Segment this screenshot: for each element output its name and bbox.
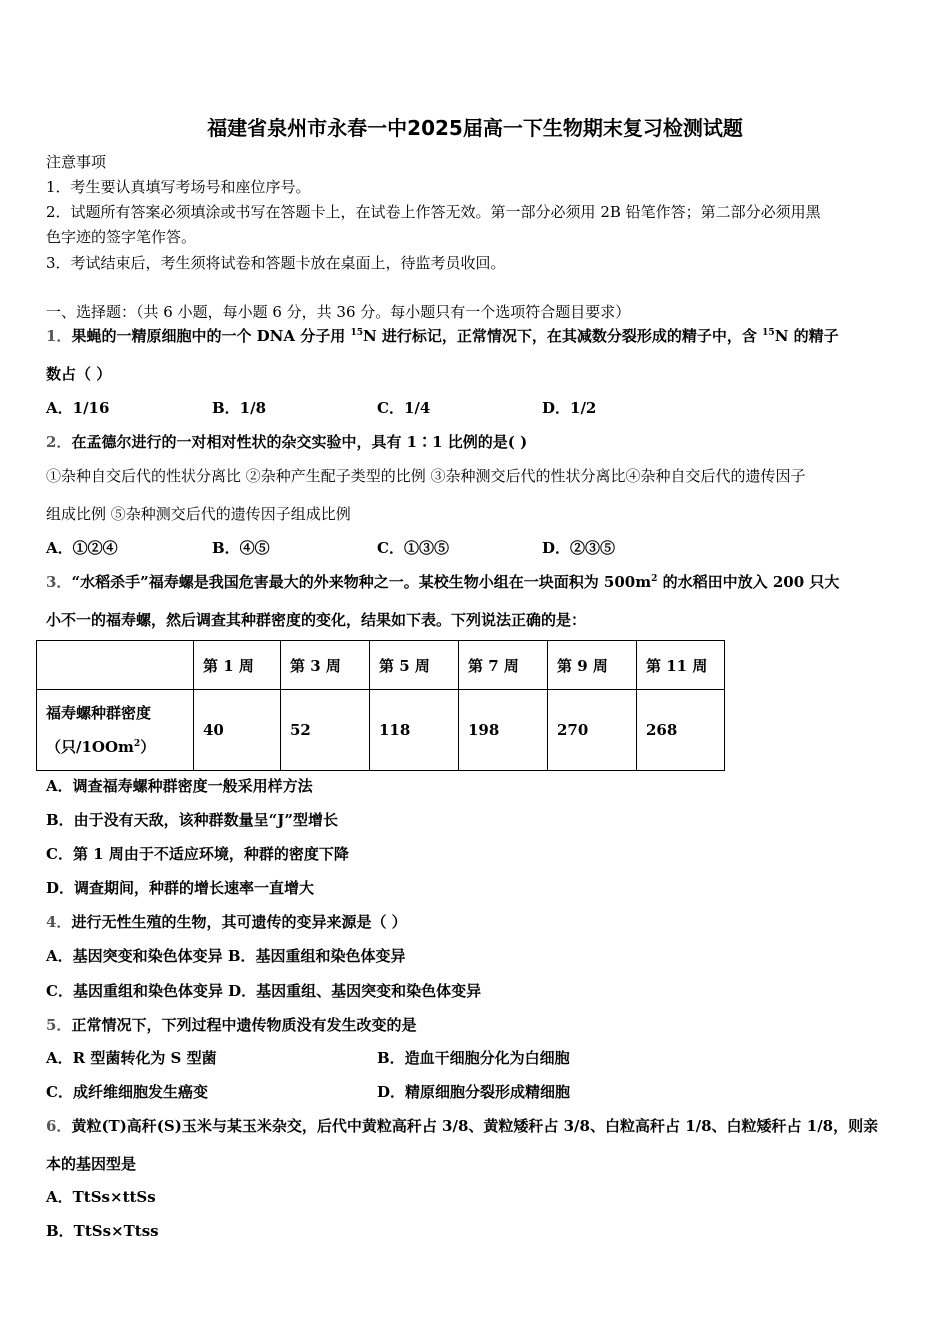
option-c[interactable]: C．第 1 周由于不适应环境，种群的密度下降 [46, 845, 349, 863]
table-cell: 198 [459, 690, 548, 771]
question-text: 黄粒(T)高秆(S)玉米与某玉米杂交，后代中黄粒高秆占 3/8、黄粒矮秆占 3/8、白粒高秆占 1/8、白粒矮秆占 1/8，则亲 [71, 1117, 879, 1135]
question-text: 果蝇的一精原细胞中的一个 DNA 分子用 [71, 327, 351, 345]
section-heading: 一、选择题：（共 6 小题，每小题 6 分，共 36 分。每小题只有一个选项符合题目要求） [46, 303, 631, 321]
table-header-cell [37, 641, 194, 690]
table-row-label [37, 690, 194, 771]
question-text: 正常情况下，下列过程中遗传物质没有发生改变的是 [71, 1016, 417, 1034]
option-c-d[interactable]: C．基因重组和染色体变异 D．基因重组、基因突变和染色体变异 [46, 982, 482, 1000]
table-cell: 40 [194, 690, 281, 771]
question-1 [46, 326, 839, 346]
option-c[interactable]: C．成纤维细胞发生癌变 [46, 1083, 208, 1101]
table-header-cell: 第 1 周 [194, 641, 281, 690]
option-a[interactable]: A．R 型菌转化为 S 型菌 [46, 1049, 217, 1067]
table-header-cell: 第 7 周 [459, 641, 548, 690]
option-c[interactable]: C．1/4 [377, 399, 431, 417]
option-b[interactable]: B．造血干细胞分化为白细胞 [377, 1049, 570, 1067]
option-d[interactable]: D．精原细胞分裂形成精细胞 [377, 1083, 571, 1101]
question-text: N 的精子 [774, 327, 839, 345]
question-text: “水稻杀手”福寿螺是我国危害最大的外来物种之一。某校生物小组在一块面积为 500m [71, 573, 652, 591]
option-c[interactable]: C．①③⑤ [377, 539, 449, 557]
table-cell: 268 [637, 690, 725, 771]
option-a[interactable]: A．调查福寿螺种群密度一般采用样方法 [46, 777, 313, 795]
question-number: 3． [46, 573, 72, 591]
row-label-line [46, 730, 193, 764]
notice-item: 色字迹的签字笔作答。 [46, 228, 197, 246]
question-2-statements-cont: 组成比例 ⑤杂种测交后代的遗传因子组成比例 [46, 505, 351, 523]
table-header-cell: 第 5 周 [370, 641, 459, 690]
option-d[interactable]: D．②③⑤ [542, 539, 616, 557]
question-number: 2． [46, 433, 72, 451]
question-number: 6． [46, 1117, 72, 1135]
option-a[interactable]: A．1/16 [46, 399, 110, 417]
table-header-cell: 第 11 周 [637, 641, 725, 690]
superscript: 2 [651, 574, 658, 584]
row-label-unit: （只/1OOm [46, 738, 134, 756]
question-number: 5． [46, 1016, 72, 1034]
question-2 [46, 432, 527, 452]
row-label-line: 福寿螺种群密度 [46, 704, 152, 722]
question-text: N 进行标记，正常情况下，在其减数分裂形成的精子中，含 [363, 327, 763, 345]
notice-item: 2．试题所有答案必须填涂或书写在答题卡上，在试卷上作答无效。第一部分必须用 2B 铅笔作答；第二部分必须用黑 [46, 203, 821, 221]
option-d[interactable]: D．1/2 [542, 399, 597, 417]
option-a-b[interactable]: A．基因突变和染色体变异 B．基因重组和染色体变异 [46, 947, 406, 965]
question-4 [46, 912, 407, 932]
notice-item: 1．考生要认真填写考场号和座位序号。 [46, 178, 311, 196]
question-3-cont: 小不一的福寿螺，然后调查其种群密度的变化，结果如下表。下列说法正确的是： [46, 611, 587, 629]
question-2-statements: ①杂种自交后代的性状分离比 ②杂种产生配子类型的比例 ③杂种测交后代的性状分离比④杂种自交后代的遗传因子 [46, 467, 806, 485]
question-number: 1． [46, 327, 72, 345]
row-label-unit: ） [140, 738, 156, 756]
question-1-cont: 数占（ ） [46, 365, 112, 383]
table-header-cell: 第 9 周 [548, 641, 637, 690]
table-cell: 270 [548, 690, 637, 771]
table-header-row [37, 641, 725, 690]
option-d[interactable]: D．调查期间，种群的增长速率一直增大 [46, 879, 315, 897]
question-text: 的水稻田中放入 200 只大 [657, 573, 840, 591]
option-b[interactable]: B．TtSs×Ttss [46, 1222, 159, 1240]
question-text: 在孟德尔进行的一对相对性状的杂交实验中，具有 1∶1 比例的是( ) [71, 433, 528, 451]
question-text: 进行无性生殖的生物，其可遗传的变异来源是（ ） [71, 913, 407, 931]
question-3 [46, 572, 839, 592]
table-row [37, 690, 725, 771]
option-a[interactable]: A．①②④ [46, 539, 118, 557]
superscript: 15 [350, 328, 363, 338]
notice-item: 3．考试结束后，考生须将试卷和答题卡放在桌面上，待监考员收回。 [46, 254, 506, 272]
superscript: 15 [762, 328, 775, 338]
option-b[interactable]: B．由于没有天敌，该种群数量呈“J”型增长 [46, 811, 339, 829]
question-number: 4． [46, 913, 72, 931]
option-a[interactable]: A．TtSs×ttSs [46, 1188, 156, 1206]
option-b[interactable]: B．1/8 [212, 399, 267, 417]
notice-heading: 注意事项 [46, 153, 107, 171]
page-title: 福建省泉州市永春一中2025届高一下生物期末复习检测试题 [207, 116, 743, 140]
population-density-table [36, 640, 725, 771]
table-header-cell: 第 3 周 [281, 641, 370, 690]
table-cell: 118 [370, 690, 459, 771]
table-cell: 52 [281, 690, 370, 771]
question-6-cont: 本的基因型是 [46, 1155, 137, 1173]
superscript: 2 [133, 739, 141, 749]
question-6 [46, 1116, 878, 1136]
option-b[interactable]: B．④⑤ [212, 539, 270, 557]
question-5 [46, 1015, 416, 1035]
